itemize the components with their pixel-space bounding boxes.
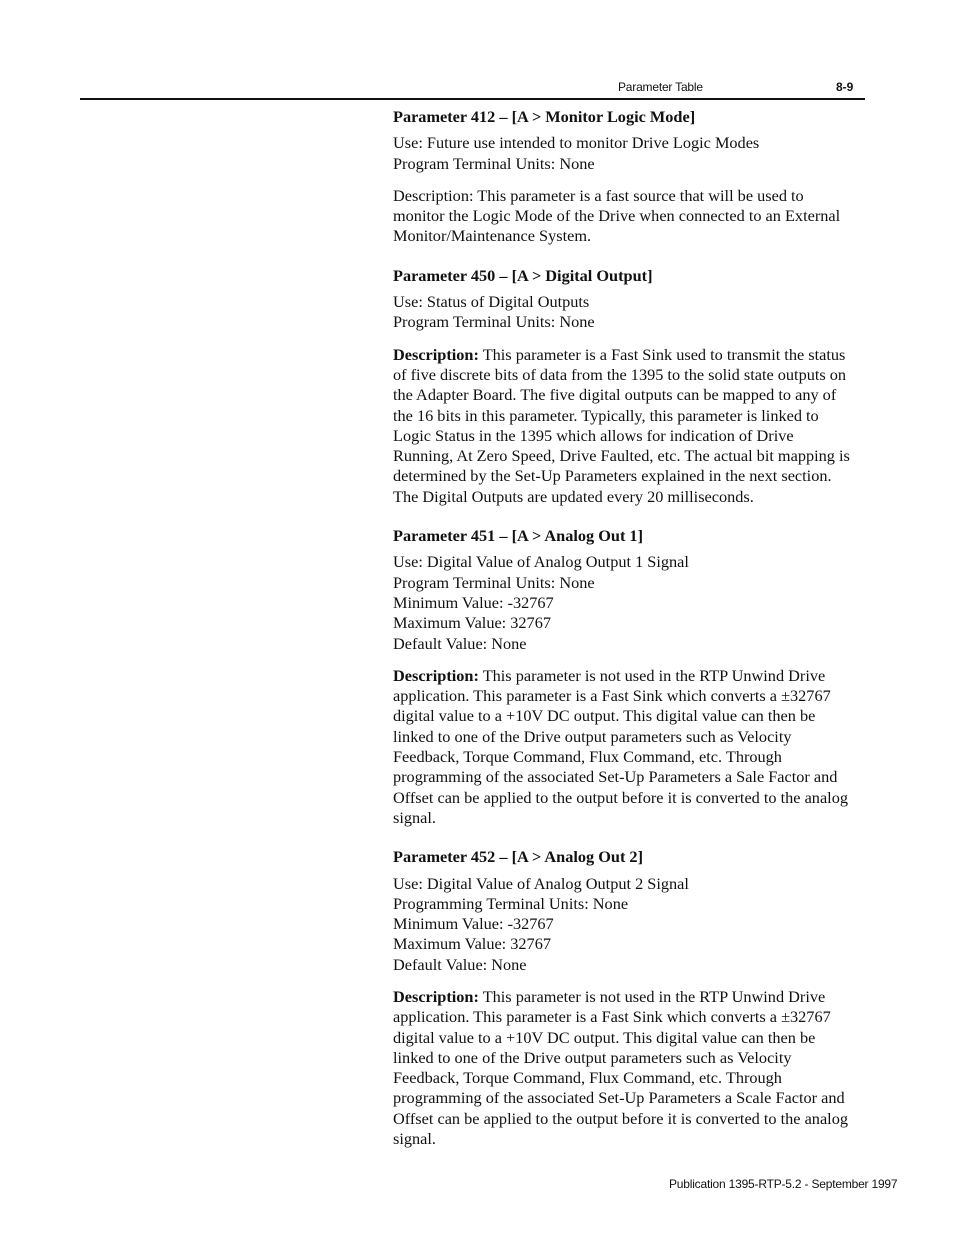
parameter-use: Use: Status of Digital Outputs [393,292,590,312]
description-line: Offset can be applied to the output before it is converted to the analog [393,787,848,807]
parameter-units: Program Terminal Units: None [393,572,595,592]
parameter-heading: Parameter 450 – [A > Digital Output] [393,265,653,285]
description-line: the Adapter Board. The five digital outputs can be mapped to any of [393,385,837,405]
parameter-minimum: Minimum Value: -32767 [393,592,554,612]
description-line [393,666,873,686]
description-line [393,987,873,1007]
parameter-heading: Parameter 451 – [A > Analog Out 1] [393,526,643,546]
description-line: monitor the Logic Mode of the Drive when connected to an External [393,206,841,226]
parameter-description [393,186,873,247]
publication-footer: Publication 1395-RTP-5.2 - September 1997 [669,1177,898,1191]
parameter-452 [393,847,873,1149]
header-rule [80,98,865,100]
description-line: Offset can be applied to the output before it is converted to the analog [393,1108,848,1128]
description-line: programming of the associated Set-Up Parameters a Scale Factor and [393,1088,845,1108]
parameter-heading: Parameter 452 – [A > Analog Out 2] [393,847,643,867]
parameter-use: Use: Digital Value of Analog Output 1 Signal [393,552,689,572]
description-line: the 16 bits in this parameter. Typically, this parameter is linked to [393,405,819,425]
description-line: application. This parameter is a Fast Sink which converts a ±32767 [393,1007,831,1027]
description-line: Feedback, Torque Command, Flux Command, etc. Through [393,747,782,767]
description-text: This parameter is not used in the RTP Unwind Drive [478,986,826,1006]
page-number: 8-9 [836,80,854,94]
parameter-450 [393,266,873,507]
description-line: programming of the associated Set-Up Parameters a Sale Factor and [393,767,838,787]
description-line: Description: This parameter is a fast source that will be used to [393,185,804,205]
description-line: linked to one of the Drive output parameters such as Velocity [393,726,792,746]
parameter-default: Default Value: None [393,633,527,653]
parameter-units: Program Terminal Units: None [393,312,595,332]
description-line: linked to one of the Drive output parameters such as Velocity [393,1047,792,1067]
description-line: digital value to a +10V DC output. This digital value can then be [393,706,816,726]
parameter-maximum: Maximum Value: 32767 [393,934,551,954]
description-label: Description: [393,344,479,364]
description-line: signal. [393,1129,436,1149]
description-line: The Digital Outputs are updated every 20 milliseconds. [393,486,754,506]
parameter-units: Program Terminal Units: None [393,153,595,173]
parameter-minimum: Minimum Value: -32767 [393,914,554,934]
description-label: Description: [393,986,479,1006]
parameter-default: Default Value: None [393,954,527,974]
parameter-412 [393,107,873,247]
description-line: Running, At Zero Speed, Drive Faulted, etc. The actual bit mapping is [393,446,850,466]
parameter-units: Programming Terminal Units: None [393,893,629,913]
description-line: Logic Status in the 1395 which allows for indication of Drive [393,425,794,445]
description-line: of five discrete bits of data from the 1395 to the solid state outputs on [393,364,847,384]
description-text: This parameter is a Fast Sink used to transmit the status [478,344,846,364]
description-label: Description: [393,665,479,685]
parameter-description [393,987,873,1149]
description-line [393,345,873,365]
description-line: application. This parameter is a Fast Sink which converts a ±32767 [393,686,831,706]
description-line: Monitor/Maintenance System. [393,226,592,246]
description-line: signal. [393,807,436,827]
description-line: digital value to a +10V DC output. This digital value can then be [393,1027,816,1047]
running-header-title: Parameter Table [618,80,703,94]
parameter-maximum: Maximum Value: 32767 [393,613,551,633]
description-line: determined by the Set-Up Parameters explained in the next section. [393,466,832,486]
parameter-description [393,666,873,828]
parameter-use: Use: Future use intended to monitor Drive Logic Modes [393,133,760,153]
parameter-heading: Parameter 412 – [A > Monitor Logic Mode] [393,107,696,126]
description-line: Feedback, Torque Command, Flux Command, etc. Through [393,1068,782,1088]
description-text: This parameter is not used in the RTP Unwind Drive [478,665,826,685]
page-content [393,107,873,1149]
parameter-451 [393,526,873,828]
parameter-use: Use: Digital Value of Analog Output 2 Signal [393,873,689,893]
parameter-description [393,345,873,507]
